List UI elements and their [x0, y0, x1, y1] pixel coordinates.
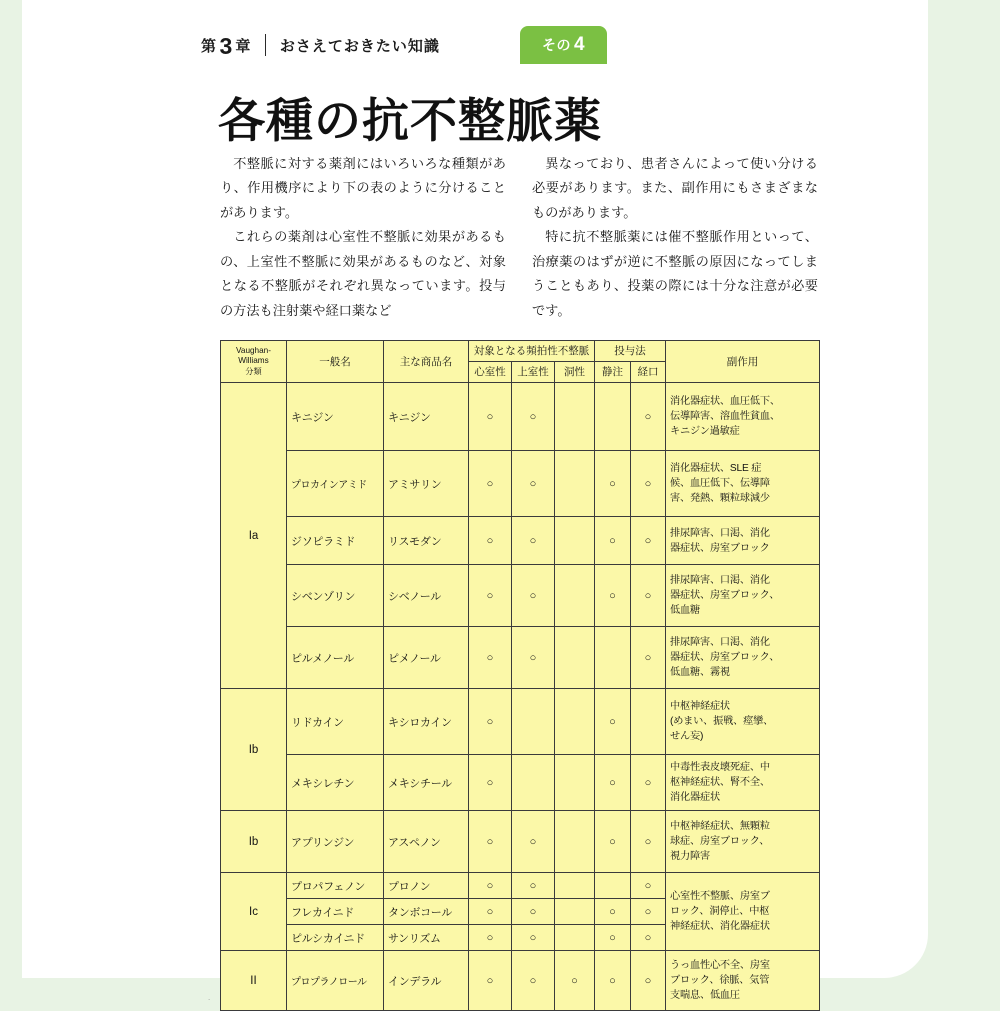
cell-supraventricular: ○ — [512, 565, 555, 627]
body-column-right — [532, 152, 818, 323]
header-sinus: 洞性 — [555, 362, 595, 383]
cell-product-name: ピメノール — [384, 627, 469, 689]
cell-supraventricular — [512, 755, 555, 811]
cell-classification: Ib — [221, 689, 287, 811]
drug-table-wrapper — [220, 340, 819, 1011]
cell-side-effects: 中枢神経症状、無顆粒 球症、房室ブロック、 視力障害 — [666, 811, 820, 873]
cell-oral: ○ — [631, 517, 666, 565]
cell-classification: II — [221, 951, 287, 1011]
cell-sinus — [555, 811, 595, 873]
cell-sinus — [555, 899, 595, 925]
cell-side-effects: 消化器症状、血圧低下、 伝導障害、溶血性貧血、 キニジン過敏症 — [666, 383, 820, 451]
header-target-group: 対象となる頻拍性不整脈 — [469, 341, 595, 362]
header-side-effects: 副作用 — [666, 341, 820, 383]
cell-sinus — [555, 517, 595, 565]
cell-ventricular: ○ — [469, 925, 512, 951]
cell-supraventricular: ○ — [512, 451, 555, 517]
cell-product-name: プロノン — [384, 873, 469, 899]
chapter-suffix-label: 章 — [235, 37, 251, 55]
cell-sinus — [555, 755, 595, 811]
chapter-subtitle: おさえておきたい知識 — [279, 37, 440, 55]
section-badge — [520, 26, 607, 64]
cell-generic-name: プロパフェノン — [287, 873, 384, 899]
header-iv: 静注 — [595, 362, 631, 383]
cell-supraventricular: ○ — [512, 811, 555, 873]
cell-product-name: シベノール — [384, 565, 469, 627]
cell-oral: ○ — [631, 951, 666, 1011]
cell-supraventricular: ○ — [512, 873, 555, 899]
page-corner-mark: . — [208, 993, 211, 1002]
cell-ventricular: ○ — [469, 627, 512, 689]
cell-supraventricular: ○ — [512, 925, 555, 951]
cell-product-name: アスペノン — [384, 811, 469, 873]
cell-iv: ○ — [595, 811, 631, 873]
cell-ventricular: ○ — [469, 689, 512, 755]
header-product-name: 主な商品名 — [384, 341, 469, 383]
header-oral: 経口 — [631, 362, 666, 383]
cell-generic-name: メキシレチン — [287, 755, 384, 811]
cell-ventricular: ○ — [469, 755, 512, 811]
cell-iv: ○ — [595, 755, 631, 811]
cell-oral: ○ — [631, 811, 666, 873]
header-supraventricular: 上室性 — [512, 362, 555, 383]
cell-oral — [631, 689, 666, 755]
body-column-left — [220, 152, 506, 323]
table-row — [221, 627, 820, 689]
cell-generic-name: プロカインアミド — [287, 451, 384, 517]
cell-iv: ○ — [595, 899, 631, 925]
cell-generic-name: アプリンジン — [287, 811, 384, 873]
cell-sinus — [555, 383, 595, 451]
cell-ventricular: ○ — [469, 811, 512, 873]
cell-sinus — [555, 565, 595, 627]
header-classification: Vaughan- Williams 分類 — [221, 341, 287, 383]
cell-oral: ○ — [631, 383, 666, 451]
paragraph: 不整脈に対する薬剤にはいろいろな種類があり、作用機序により下の表のように分けることがあります。 — [220, 156, 506, 220]
cell-ventricular: ○ — [469, 517, 512, 565]
cell-generic-name: シベンゾリン — [287, 565, 384, 627]
cell-classification: Ic — [221, 873, 287, 951]
table-row — [221, 951, 820, 1011]
cell-generic-name: キニジン — [287, 383, 384, 451]
table-row — [221, 755, 820, 811]
cell-ventricular: ○ — [469, 565, 512, 627]
cell-product-name: キニジン — [384, 383, 469, 451]
cell-generic-name: ジソピラミド — [287, 517, 384, 565]
section-badge-prefix: その — [541, 37, 571, 53]
cell-classification: Ia — [221, 383, 287, 689]
table-row — [221, 451, 820, 517]
chapter-prefix-label: 第 — [201, 37, 217, 55]
cell-side-effects: 中毒性表皮壊死症、中 枢神経症状、腎不全、 消化器症状 — [666, 755, 820, 811]
cell-oral: ○ — [631, 565, 666, 627]
table-header-row-1 — [221, 341, 820, 362]
table-row — [221, 383, 820, 451]
cell-supraventricular — [512, 689, 555, 755]
cell-ventricular: ○ — [469, 873, 512, 899]
cell-supraventricular: ○ — [512, 517, 555, 565]
cell-supraventricular: ○ — [512, 627, 555, 689]
cell-iv — [595, 873, 631, 899]
cell-ventricular: ○ — [469, 951, 512, 1011]
body-text — [220, 152, 818, 323]
cell-supraventricular: ○ — [512, 899, 555, 925]
cell-oral: ○ — [631, 873, 666, 899]
header-generic-name: 一般名 — [287, 341, 384, 383]
cell-side-effects: うっ血性心不全、房室 ブロック、徐脈、気管 支喘息、低血圧 — [666, 951, 820, 1011]
cell-iv: ○ — [595, 517, 631, 565]
cell-product-name: インデラル — [384, 951, 469, 1011]
cell-sinus — [555, 873, 595, 899]
drug-table — [220, 340, 820, 1011]
cell-classification: Ib — [221, 811, 287, 873]
cell-ventricular: ○ — [469, 451, 512, 517]
table-row — [221, 517, 820, 565]
cell-generic-name: プロプラノロール — [287, 951, 384, 1011]
cell-product-name: アミサリン — [384, 451, 469, 517]
cell-iv: ○ — [595, 925, 631, 951]
cell-oral: ○ — [631, 755, 666, 811]
chapter-tab — [177, 26, 440, 64]
cell-oral: ○ — [631, 451, 666, 517]
header-route-group: 投与法 — [595, 341, 666, 362]
cell-ventricular: ○ — [469, 383, 512, 451]
paragraph: 特に抗不整脈薬には催不整脈作用といって、治療薬のはずが逆に不整脈の原因になってしまうこともあり、投薬の際には十分な注意が必要です。 — [532, 229, 818, 318]
paragraph: これらの薬剤は心室性不整脈に効果があるもの、上室性不整脈に効果があるものなど、対象となる不整脈がそれぞれ異なっています。投与の方法も注射薬や経口薬など — [220, 229, 506, 318]
cell-generic-name: フレカイニド — [287, 899, 384, 925]
table-row — [221, 873, 820, 899]
cell-generic-name: リドカイン — [287, 689, 384, 755]
cell-sinus: ○ — [555, 951, 595, 1011]
table-row — [221, 565, 820, 627]
cell-generic-name: ピルメノール — [287, 627, 384, 689]
tab-divider — [265, 34, 266, 56]
cell-sinus — [555, 451, 595, 517]
cell-oral: ○ — [631, 899, 666, 925]
cell-product-name: キシロカイン — [384, 689, 469, 755]
cell-oral: ○ — [631, 627, 666, 689]
cell-side-effects: 中枢神経症状 (めまい、振戦、痙攣、 せん妄) — [666, 689, 820, 755]
cell-sinus — [555, 925, 595, 951]
cell-side-effects: 排尿障害、口渇、消化 器症状、房室ブロック — [666, 517, 820, 565]
cell-side-effects: 排尿障害、口渇、消化 器症状、房室ブロック、 低血糖、霧視 — [666, 627, 820, 689]
cell-iv: ○ — [595, 689, 631, 755]
table-row — [221, 811, 820, 873]
table-row — [221, 689, 820, 755]
section-badge-number: 4 — [573, 34, 586, 55]
header-ventricular: 心室性 — [469, 362, 512, 383]
cell-iv: ○ — [595, 451, 631, 517]
cell-product-name: タンボコール — [384, 899, 469, 925]
page-title: 各種の抗不整脈薬 — [218, 94, 602, 149]
cell-side-effects: 排尿障害、口渇、消化 器症状、房室ブロック、 低血糖 — [666, 565, 820, 627]
cell-product-name: リスモダン — [384, 517, 469, 565]
cell-side-effects: 心室性不整脈、房室ブ ロック、洞停止、中枢 神経症状、消化器症状 — [666, 873, 820, 951]
table-header — [221, 341, 820, 383]
chapter-number: 3 — [219, 32, 233, 59]
cell-oral: ○ — [631, 925, 666, 951]
cell-supraventricular: ○ — [512, 951, 555, 1011]
cell-iv: ○ — [595, 565, 631, 627]
cell-iv — [595, 383, 631, 451]
page-sheet — [22, 0, 928, 1002]
cell-supraventricular: ○ — [512, 383, 555, 451]
cell-sinus — [555, 689, 595, 755]
table-body — [221, 383, 820, 1011]
cell-ventricular: ○ — [469, 899, 512, 925]
cell-product-name: メキシチール — [384, 755, 469, 811]
cell-iv — [595, 627, 631, 689]
cell-sinus — [555, 627, 595, 689]
paragraph: 異なっており、患者さんによって使い分ける必要があります。また、副作用にもさまざまなものがあります。 — [532, 156, 818, 220]
cell-product-name: サンリズム — [384, 925, 469, 951]
cell-side-effects: 消化器症状、SLE 症 候、血圧低下、伝導障 害、発熱、顆粒球減少 — [666, 451, 820, 517]
cell-generic-name: ピルシカイニド — [287, 925, 384, 951]
cell-iv: ○ — [595, 951, 631, 1011]
